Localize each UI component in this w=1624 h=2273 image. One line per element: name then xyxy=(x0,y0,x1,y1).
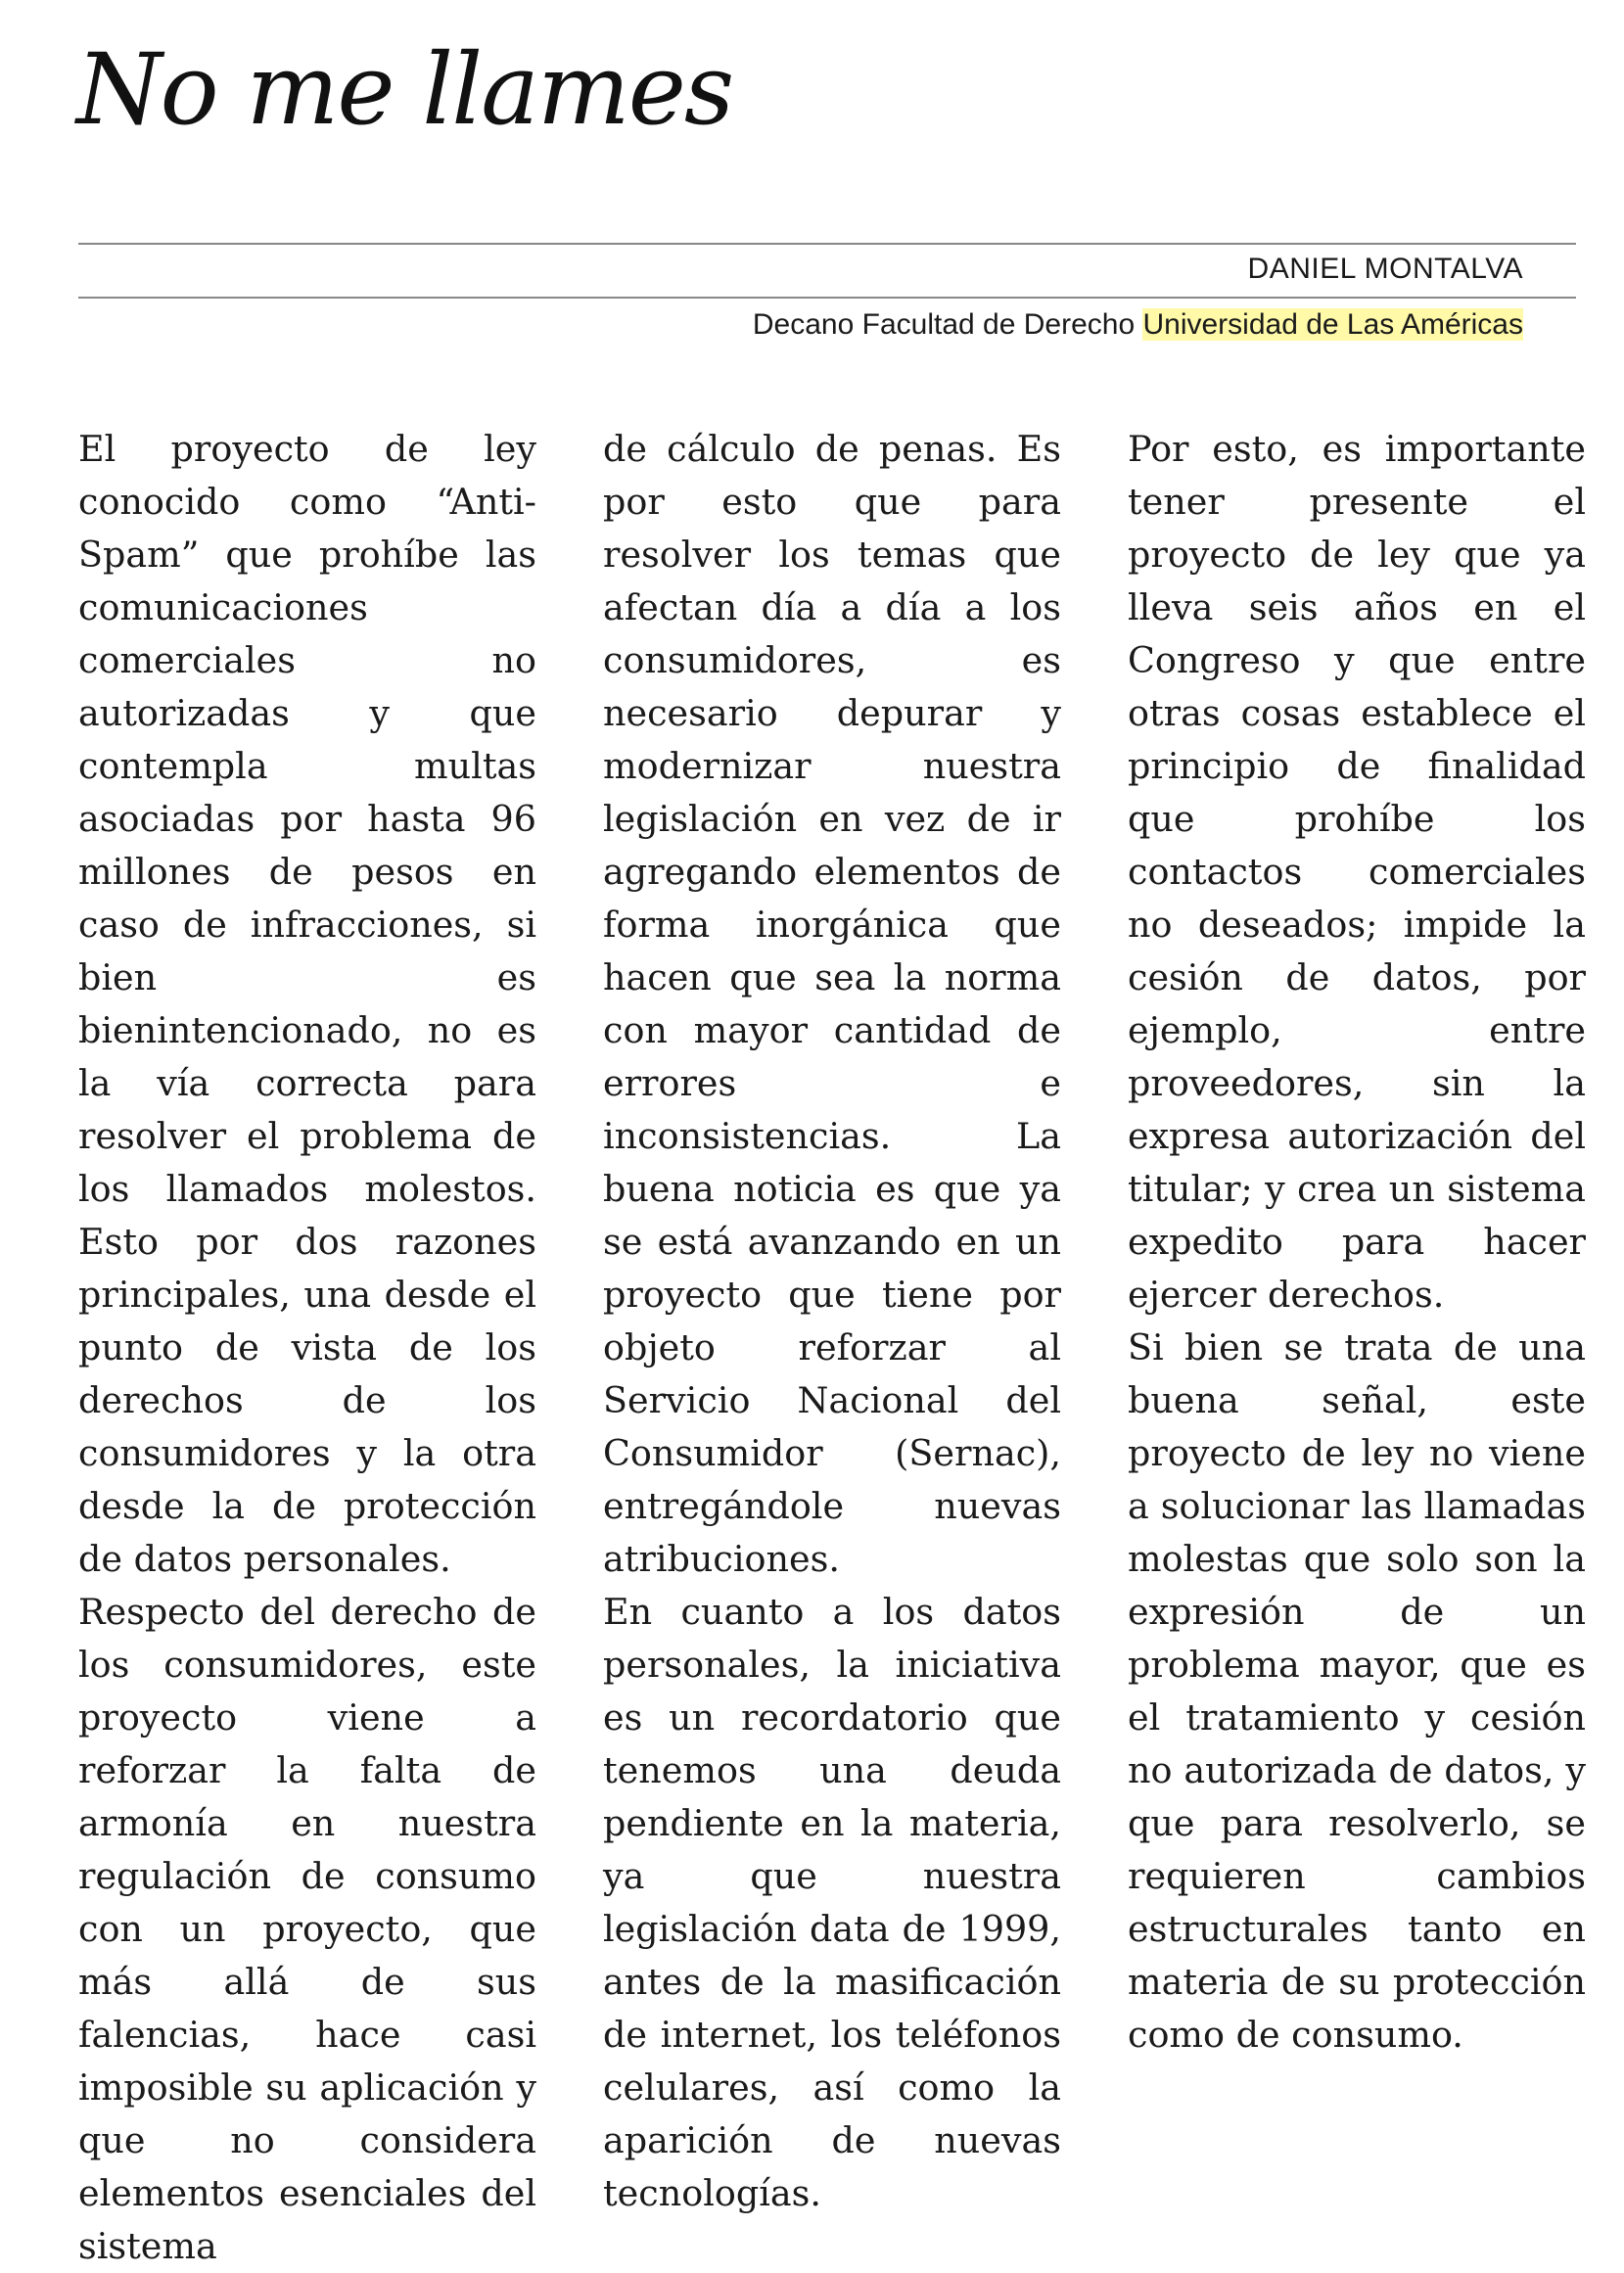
affiliation-university: Universidad de Las Américas xyxy=(1142,308,1523,341)
article-body xyxy=(78,423,1586,2267)
paragraph: Respecto del derecho de los consumidores, este proyecto viene a reforzar la falta de armonía en nuestra regulación de consumo con un proyecto, que más allá de sus falencias, hace casi imposible su aplicación y que no considera elementos esenciales del sistema xyxy=(78,1591,536,2267)
author-divider xyxy=(78,297,1576,299)
top-divider xyxy=(78,243,1576,245)
paragraph: de cálculo de penas. Es por esto que para resolver los temas que afectan día a día a los consumidores, es necesario depurar y modernizar nuestra legislación en vez de ir agregando elementos de forma inorgánica que hacen que sea la norma con mayor cantidad de errores e inconsistencias. La buena noticia es que ya se está avanzando en un proyecto que tiene por objeto reforzar al Servicio Nacional del Consumidor (Sernac), entregándole nuevas atribuciones. xyxy=(603,428,1061,1580)
article-title: No me llames xyxy=(76,32,733,147)
author-affiliation xyxy=(753,308,1523,342)
paragraph: Si bien se trata de una buena señal, este proyecto de ley no viene a solucionar las llamadas molestas que solo son la expresión de un problema mayor, que es el tratamiento y cesión no autorizada de datos, y que para resolverlo, se requieren cambios estructurales tanto en materia de su protección como de consumo. xyxy=(1128,1326,1586,2056)
paragraph: Por esto, es importante tener presente el proyecto de ley que ya lleva seis años en el Congreso y que entre otras cosas establece el principio de finalidad que prohíbe los contactos comerciales no deseados; impide la cesión de datos, por ejemplo, entre proveedores, sin la expresa autorización del titular; y crea un sistema expedito para hacer ejercer derechos. xyxy=(1128,428,1586,1316)
column-2 xyxy=(603,423,1061,2220)
author-name: DANIEL MONTALVA xyxy=(1247,253,1523,285)
paragraph: En cuanto a los datos personales, la iniciativa es un recordatorio que tenemos una deuda pendiente en la materia, ya que nuestra legislación data de 1999, antes de la masificación de internet, los teléfonos celulares, así como la aparición de nuevas tecnologías. xyxy=(603,1591,1061,2214)
affiliation-prefix: Decano Facultad de Derecho xyxy=(752,308,1143,341)
paragraph: El proyecto de ley conocido como “Anti-Spam” que prohíbe las comunicaciones comerciales no autorizadas y que contempla multas asociadas por hasta 96 millones de pesos en caso de infracciones, si bien es bienintencionado, no es la vía correcta para resolver el problema de los llamados molestos. Esto por dos razones principales, una desde el punto de vista de los derechos de los consumidores y la otra desde la de protección de datos personales. xyxy=(78,428,536,1580)
column-1 xyxy=(78,423,536,2273)
column-3 xyxy=(1128,423,1586,2062)
